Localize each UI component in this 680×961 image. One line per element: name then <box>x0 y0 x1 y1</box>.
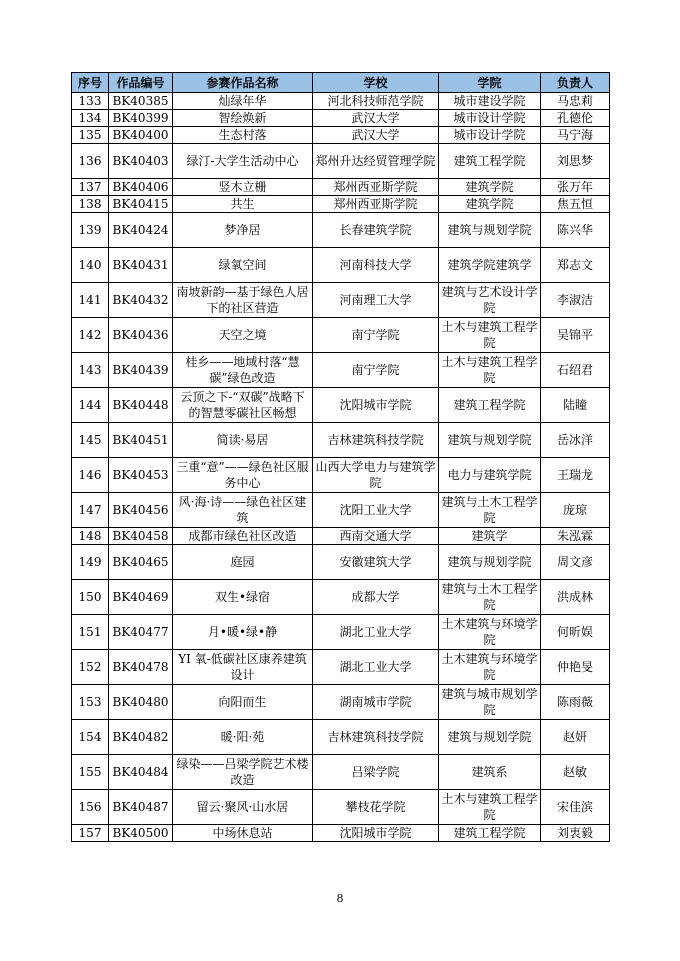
row-index: 139 <box>72 213 109 248</box>
row-index: 136 <box>72 144 109 179</box>
table-row <box>72 825 610 842</box>
row-college: 建筑与艺术设计学院 <box>439 283 541 318</box>
row-index: 149 <box>72 545 109 580</box>
row-leader: 仲艳旻 <box>541 650 610 685</box>
row-school: 沈阳城市学院 <box>313 825 439 842</box>
row-work-name: 云顶之下-“双碳”战略下的智慧零碳社区畅想 <box>173 388 313 423</box>
row-school: 攀枝花学院 <box>313 790 439 825</box>
row-index: 146 <box>72 458 109 493</box>
row-leader: 李淑洁 <box>541 283 610 318</box>
table-row <box>72 545 610 580</box>
row-school: 成都大学 <box>313 580 439 615</box>
table-row <box>72 423 610 458</box>
row-work-name: 向阳而生 <box>173 685 313 720</box>
table-row <box>72 615 610 650</box>
row-leader: 朱泓霖 <box>541 528 610 545</box>
row-index: 148 <box>72 528 109 545</box>
row-leader: 王瑞龙 <box>541 458 610 493</box>
row-index: 156 <box>72 790 109 825</box>
table-header-row <box>72 73 610 93</box>
table-row <box>72 580 610 615</box>
row-leader: 庞琼 <box>541 493 610 528</box>
row-college: 土木建筑与环境学院 <box>439 615 541 650</box>
row-work-id: BK40424 <box>109 213 173 248</box>
table-row <box>72 283 610 318</box>
table-row <box>72 318 610 353</box>
row-index: 135 <box>72 127 109 144</box>
table-row <box>72 127 610 144</box>
row-leader: 郑志文 <box>541 248 610 283</box>
row-work-id: BK40469 <box>109 580 173 615</box>
row-index: 133 <box>72 93 109 110</box>
row-leader: 吴锦平 <box>541 318 610 353</box>
row-leader: 孔德伦 <box>541 110 610 127</box>
row-index: 155 <box>72 755 109 790</box>
row-leader: 马宁海 <box>541 127 610 144</box>
row-work-id: BK40400 <box>109 127 173 144</box>
row-work-id: BK40456 <box>109 493 173 528</box>
row-leader: 张万年 <box>541 179 610 196</box>
row-leader: 马忠莉 <box>541 93 610 110</box>
row-work-name: 风·海·诗——绿色社区建筑 <box>173 493 313 528</box>
table-row <box>72 458 610 493</box>
row-school: 河南科技大学 <box>313 248 439 283</box>
row-college: 建筑与规划学院 <box>439 423 541 458</box>
row-work-id: BK40385 <box>109 93 173 110</box>
row-school: 吉林建筑科技学院 <box>313 720 439 755</box>
row-work-id: BK40432 <box>109 283 173 318</box>
table-row <box>72 790 610 825</box>
row-college: 建筑与规划学院 <box>439 545 541 580</box>
row-leader: 陈雨薇 <box>541 685 610 720</box>
row-school: 郑州升达经贸管理学院 <box>313 144 439 179</box>
row-college: 建筑系 <box>439 755 541 790</box>
row-school: 郑州西亚斯学院 <box>313 179 439 196</box>
row-college: 土木建筑与环境学院 <box>439 650 541 685</box>
row-work-id: BK40415 <box>109 196 173 213</box>
award-table <box>71 72 610 842</box>
row-college: 土木与建筑工程学院 <box>439 353 541 388</box>
row-work-name: 南坡新韵—基于绿色人居下的社区营造 <box>173 283 313 318</box>
row-index: 137 <box>72 179 109 196</box>
row-school: 河南理工大学 <box>313 283 439 318</box>
row-leader: 刘衷毅 <box>541 825 610 842</box>
row-work-id: BK40477 <box>109 615 173 650</box>
table-row <box>72 685 610 720</box>
table-row <box>72 110 610 127</box>
row-index: 150 <box>72 580 109 615</box>
row-work-name: 中场休息站 <box>173 825 313 842</box>
row-index: 157 <box>72 825 109 842</box>
row-college: 建筑与土木工程学院 <box>439 580 541 615</box>
row-work-name: 绿汀-大学生活动中心 <box>173 144 313 179</box>
row-work-name: YI 氧-低碳社区康养建筑设计 <box>173 650 313 685</box>
row-school: 山西大学电力与建筑学院 <box>313 458 439 493</box>
row-college: 建筑工程学院 <box>439 144 541 179</box>
row-school: 安徽建筑大学 <box>313 545 439 580</box>
row-index: 142 <box>72 318 109 353</box>
header-work-name: 参赛作品名称 <box>173 73 313 93</box>
row-index: 147 <box>72 493 109 528</box>
row-work-name: 天空之境 <box>173 318 313 353</box>
row-school: 河北科技师范学院 <box>313 93 439 110</box>
row-school: 湖南城市学院 <box>313 685 439 720</box>
row-work-id: BK40480 <box>109 685 173 720</box>
header-leader: 负责人 <box>541 73 610 93</box>
row-college: 建筑工程学院 <box>439 388 541 423</box>
row-index: 154 <box>72 720 109 755</box>
table-row <box>72 720 610 755</box>
row-work-name: 绿染——吕梁学院艺术楼改造 <box>173 755 313 790</box>
row-work-id: BK40448 <box>109 388 173 423</box>
row-work-name: 梦净居 <box>173 213 313 248</box>
row-school: 武汉大学 <box>313 127 439 144</box>
row-leader: 陆瞳 <box>541 388 610 423</box>
row-work-id: BK40487 <box>109 790 173 825</box>
row-leader: 陈兴华 <box>541 213 610 248</box>
row-school: 湖北工业大学 <box>313 650 439 685</box>
table-row <box>72 93 610 110</box>
row-index: 140 <box>72 248 109 283</box>
header-college: 学院 <box>439 73 541 93</box>
table-row <box>72 388 610 423</box>
row-leader: 石绍君 <box>541 353 610 388</box>
table-row <box>72 248 610 283</box>
table-row <box>72 213 610 248</box>
row-school: 湖北工业大学 <box>313 615 439 650</box>
row-work-name: 双生•绿宿 <box>173 580 313 615</box>
row-work-id: BK40406 <box>109 179 173 196</box>
row-leader: 赵敏 <box>541 755 610 790</box>
row-index: 138 <box>72 196 109 213</box>
row-school: 长春建筑学院 <box>313 213 439 248</box>
header-index: 序号 <box>72 73 109 93</box>
row-leader: 洪成林 <box>541 580 610 615</box>
row-school: 沈阳工业大学 <box>313 493 439 528</box>
row-work-id: BK40451 <box>109 423 173 458</box>
row-school: 吕梁学院 <box>313 755 439 790</box>
table-row <box>72 650 610 685</box>
row-work-name: 共生 <box>173 196 313 213</box>
row-college: 建筑学院 <box>439 179 541 196</box>
table-row <box>72 144 610 179</box>
row-work-name: 月•暖•绿•静 <box>173 615 313 650</box>
row-school: 西南交通大学 <box>313 528 439 545</box>
table-row <box>72 179 610 196</box>
row-work-name: 桂乡——地域村落“慧碳”绿色改造 <box>173 353 313 388</box>
row-work-name: 留云·聚风·山水居 <box>173 790 313 825</box>
row-college: 建筑与土木工程学院 <box>439 493 541 528</box>
row-work-id: BK40439 <box>109 353 173 388</box>
row-work-id: BK40431 <box>109 248 173 283</box>
row-index: 153 <box>72 685 109 720</box>
row-work-name: 竖木立栅 <box>173 179 313 196</box>
header-work-id: 作品编号 <box>109 73 173 93</box>
table-row <box>72 755 610 790</box>
row-work-name: 生态村落 <box>173 127 313 144</box>
row-school: 武汉大学 <box>313 110 439 127</box>
row-work-name: 灿绿年华 <box>173 93 313 110</box>
row-leader: 周文彦 <box>541 545 610 580</box>
row-school: 郑州西亚斯学院 <box>313 196 439 213</box>
table-row <box>72 493 610 528</box>
row-work-name: 绿氧空间 <box>173 248 313 283</box>
table-row <box>72 196 610 213</box>
row-college: 建筑与城市规划学院 <box>439 685 541 720</box>
row-college: 建筑与规划学院 <box>439 213 541 248</box>
row-work-id: BK40482 <box>109 720 173 755</box>
row-work-name: 暖·阳·苑 <box>173 720 313 755</box>
row-index: 141 <box>72 283 109 318</box>
row-leader: 宋佳滨 <box>541 790 610 825</box>
row-work-name: 简读·易居 <box>173 423 313 458</box>
row-work-id: BK40436 <box>109 318 173 353</box>
row-college: 建筑工程学院 <box>439 825 541 842</box>
row-work-id: BK40453 <box>109 458 173 493</box>
row-index: 151 <box>72 615 109 650</box>
row-school: 吉林建筑科技学院 <box>313 423 439 458</box>
row-index: 143 <box>72 353 109 388</box>
row-school: 南宁学院 <box>313 318 439 353</box>
row-index: 152 <box>72 650 109 685</box>
table-row <box>72 528 610 545</box>
row-school: 南宁学院 <box>313 353 439 388</box>
row-work-id: BK40500 <box>109 825 173 842</box>
row-college: 城市设计学院 <box>439 127 541 144</box>
row-leader: 何昕娱 <box>541 615 610 650</box>
table-body <box>72 93 610 842</box>
row-work-id: BK40478 <box>109 650 173 685</box>
row-college: 土木与建筑工程学院 <box>439 790 541 825</box>
row-college: 建筑学 <box>439 528 541 545</box>
row-leader: 赵妍 <box>541 720 610 755</box>
row-college: 建筑与规划学院 <box>439 720 541 755</box>
row-college: 电力与建筑学院 <box>439 458 541 493</box>
row-leader: 焦五恒 <box>541 196 610 213</box>
row-leader: 岳冰洋 <box>541 423 610 458</box>
page-number: 8 <box>336 892 344 905</box>
row-index: 145 <box>72 423 109 458</box>
row-index: 134 <box>72 110 109 127</box>
row-college: 城市建设学院 <box>439 93 541 110</box>
table-row <box>72 353 610 388</box>
row-college: 建筑学院 <box>439 196 541 213</box>
row-work-name: 智绘焕新 <box>173 110 313 127</box>
row-work-id: BK40399 <box>109 110 173 127</box>
row-work-name: 三重“意”——绿色社区服务中心 <box>173 458 313 493</box>
row-index: 144 <box>72 388 109 423</box>
row-college: 土木与建筑工程学院 <box>439 318 541 353</box>
row-school: 沈阳城市学院 <box>313 388 439 423</box>
row-work-name: 庭园 <box>173 545 313 580</box>
row-work-id: BK40484 <box>109 755 173 790</box>
row-work-id: BK40465 <box>109 545 173 580</box>
row-college: 建筑学院建筑学 <box>439 248 541 283</box>
row-leader: 刘思梦 <box>541 144 610 179</box>
row-work-id: BK40403 <box>109 144 173 179</box>
header-school: 学校 <box>313 73 439 93</box>
row-work-name: 成都市绿色社区改造 <box>173 528 313 545</box>
row-college: 城市设计学院 <box>439 110 541 127</box>
row-work-id: BK40458 <box>109 528 173 545</box>
